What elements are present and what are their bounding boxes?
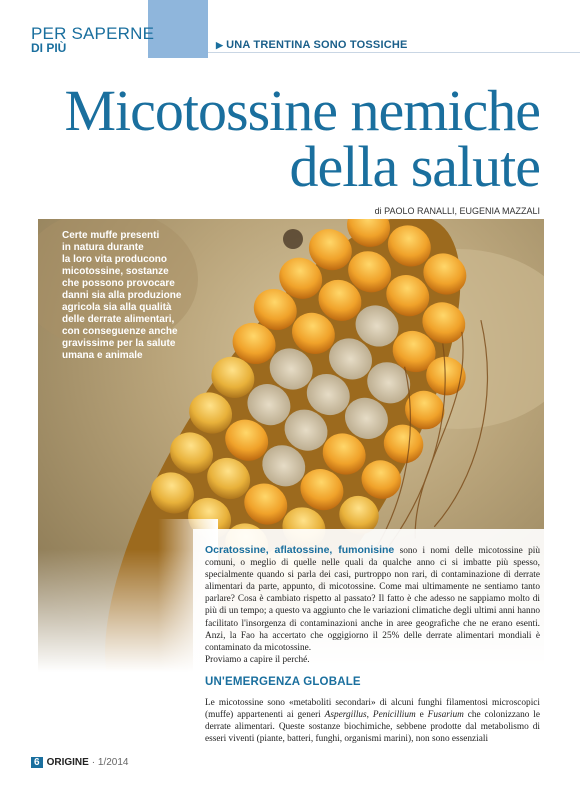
triangle-icon: ▶ bbox=[216, 40, 224, 50]
lead-line: in natura durante bbox=[62, 242, 144, 253]
byline: di PAOLO RANALLI, EUGENIA MAZZALI bbox=[374, 206, 540, 216]
genus-name: Aspergillus bbox=[324, 710, 367, 721]
header-color-block bbox=[148, 0, 208, 58]
lead-line: agricola sia alla qualità bbox=[62, 302, 172, 313]
article-title-line-2: della salute bbox=[289, 134, 540, 199]
body-text-part: Le micotossine sono «metaboliti secondari» di alcuni funghi filamentosi microscopici (muffe) appartenenti ai generi bbox=[205, 698, 540, 721]
lead-line: Certe muffe presenti bbox=[62, 230, 160, 241]
issue-number: · 1/2014 bbox=[91, 757, 129, 768]
lead-paragraph bbox=[62, 230, 230, 362]
intro-paragraph bbox=[205, 544, 540, 666]
kicker-divider bbox=[208, 52, 580, 53]
lead-line: gravissime per la salute bbox=[62, 338, 176, 349]
lead-line: umana e animale bbox=[62, 350, 143, 361]
section-subheading: UN'EMERGENZA GLOBALE bbox=[205, 676, 361, 688]
lead-line: con conseguenze anche bbox=[62, 326, 178, 337]
intro-highlight: Ocratossine, aflatossine, fumonisine bbox=[205, 544, 395, 556]
kicker bbox=[216, 39, 408, 51]
body-text-part: , bbox=[366, 710, 373, 721]
article-title-line-1: Micotossine nemiche bbox=[64, 78, 540, 143]
magazine-name: ORIGINE bbox=[46, 757, 89, 768]
section-sublabel: DI PIÙ bbox=[31, 41, 67, 55]
body-text-part: e bbox=[415, 710, 428, 721]
intro-text: sono i nomi delle micotossine più comuni, o meglio di quelle nelle quali da qualche anno ci si imbatte più spesso, specialmente quando si parla dei casi, purtroppo non rari, di contaminazione di derrate alimentari da parte, appunto, di micotossine. Come mai ultimamente ne sentiamo tanto parlare? Cosa è cambiato rispetto al passato? Il fatto è che adesso ne sappiamo molto di più di un tempo; a questo va aggiunto che le variazioni climatiche degli ultimi anni hanno facilitato l'insorgenza di contaminazioni anche in aree geografiche che ne erano esenti. Anzi, la Fao ha accertato che oggigiorno il 25% delle derrate alimentari mondiali è contaminato da micotossine. bbox=[205, 546, 540, 653]
body-paragraph bbox=[205, 697, 540, 745]
lead-line: che possono provocare bbox=[62, 278, 175, 289]
lead-line: danni sia alla produzione bbox=[62, 290, 182, 301]
page-footer bbox=[31, 757, 129, 768]
section-label: PER SAPERNE bbox=[31, 24, 155, 43]
genus-name: Fusarium bbox=[427, 710, 464, 721]
body-text-part: che colonizzano le derrate alimentari. Queste sostanze biochimiche, sebbene prodotte dal metabolismo di esseri viventi (piante, batteri, funghi, organismi marini), non sono essenziali bbox=[205, 710, 541, 745]
lead-line: delle derrate alimentari, bbox=[62, 314, 175, 325]
genus-name: Penicillium bbox=[372, 710, 416, 721]
page-number: 6 bbox=[31, 757, 43, 768]
kicker-text: UNA TRENTINA SONO TOSSICHE bbox=[226, 39, 408, 51]
lead-line: micotossine, sostanze bbox=[62, 266, 169, 277]
lead-line: la loro vita producono bbox=[62, 254, 168, 265]
intro-last-line: Proviamo a capire il perché. bbox=[205, 654, 310, 665]
